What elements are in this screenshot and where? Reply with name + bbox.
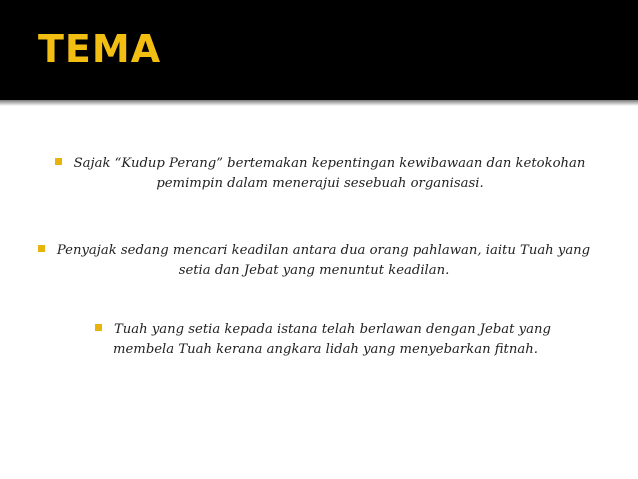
bullet-2-line-2: setia dan Jebat yang menuntut keadilan. xyxy=(178,263,450,278)
bullet-3-line-2: membela Tuah kerana angkara lidah yang menyebarkan fitnah. xyxy=(113,342,538,357)
square-bullet-icon xyxy=(95,324,102,331)
bullet-1-line-1: Sajak “Kudup Perang” bertemakan kepentingan kewibawaan dan ketokohan xyxy=(73,156,586,171)
square-bullet-icon xyxy=(55,158,62,165)
square-bullet-icon xyxy=(38,245,45,252)
title-bar-shadow xyxy=(0,100,638,106)
bullet-2-line-1: Penyajak sedang mencari keadilan antara dua orang pahlawan, iaitu Tuah yang xyxy=(56,243,591,258)
bullet-item-2 xyxy=(12,241,616,281)
slide-title: TEMA xyxy=(38,27,162,71)
bullet-item-1 xyxy=(50,154,590,194)
bullet-3-line-1: Tuah yang setia kepada istana telah berlawan dengan Jebat yang xyxy=(114,322,551,337)
bullet-item-3 xyxy=(95,320,575,360)
bullet-1-line-2: pemimpin dalam menerajui sesebuah organisasi. xyxy=(156,176,484,191)
